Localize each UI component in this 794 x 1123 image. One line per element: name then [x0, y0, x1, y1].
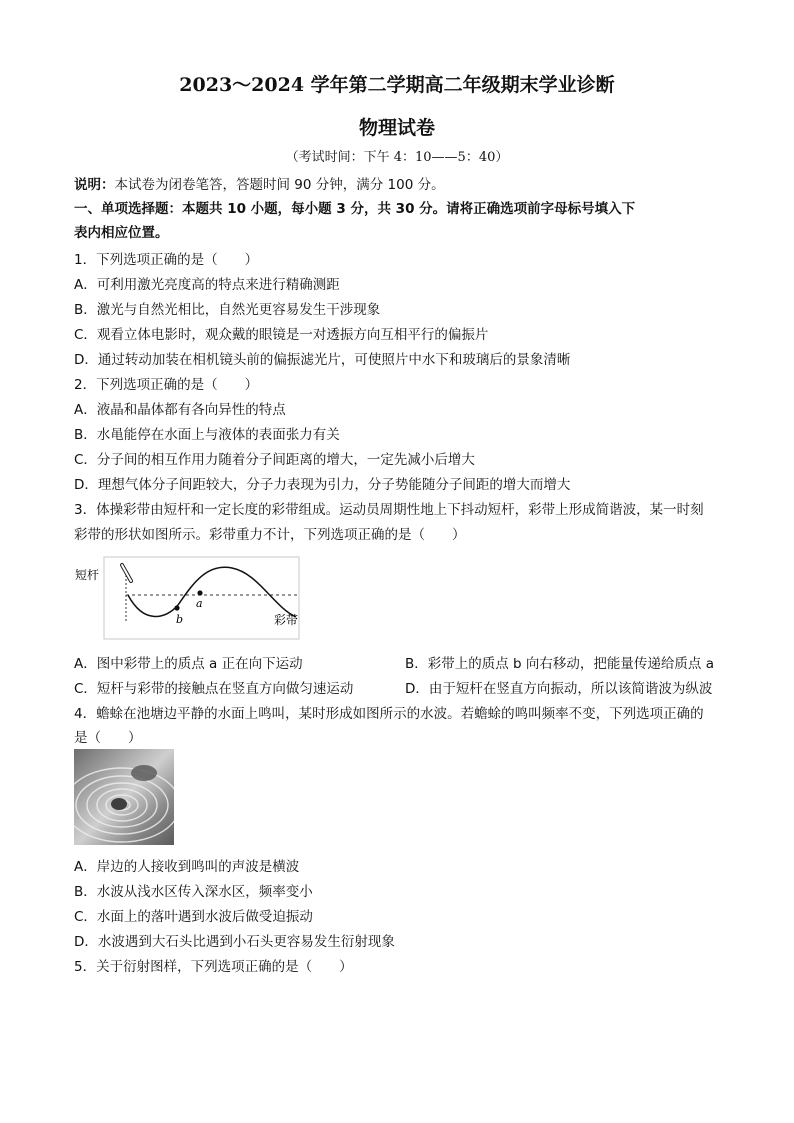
- particle-a: [197, 590, 202, 595]
- exam-time: （考试时间：下午 4：10——5：40）: [285, 150, 509, 165]
- q1-option-a: A．可利用激光亮度高的特点来进行精确测距: [74, 277, 340, 293]
- section1-heading-cont: 表内相应位置。: [74, 225, 169, 241]
- q2-option-c: C．分子间的相互作用力随着分子间距离的增大，一定先减小后增大: [74, 452, 475, 468]
- subject-title: 物理试卷: [358, 117, 435, 139]
- ribbon-wave-figure: [74, 555, 304, 641]
- q3-option-b: B．彩带上的质点 b 向右移动，把能量传递给质点 a: [405, 656, 714, 672]
- q1-option-d: D．通过转动加装在相机镜头前的偏振滤光片，可使照片中水下和玻璃后的景象清晰: [74, 352, 571, 368]
- ripple-rings: [74, 749, 174, 845]
- label-ribbon: 彩带: [274, 613, 299, 627]
- q4-stem-cont: 是（ ）: [74, 730, 142, 746]
- label-a: a: [196, 597, 203, 610]
- q3-option-d: D．由于短杆在竖直方向振动，所以该简谐波为纵波: [405, 681, 713, 697]
- section1-heading: 一、单项选择题：本题共 10 小题，每小题 3 分，共 30 分。请将正确选项前字母标号填入下: [74, 201, 636, 217]
- q4-option-a: A．岸边的人接收到鸣叫的声波是横波: [74, 859, 300, 875]
- label-b: b: [176, 613, 184, 626]
- q2-option-a: A．液晶和晶体都有各向异性的特点: [74, 402, 286, 418]
- q3-option-c: C．短杆与彩带的接触点在竖直方向做匀速运动: [74, 681, 354, 697]
- q3-stem: 3．体操彩带由短杆和一定长度的彩带组成。运动员周期性地上下抖动短杆，彩带上形成简谐波，某一时刻: [74, 502, 704, 518]
- ribbon-wave: [128, 567, 296, 617]
- q1-option-c: C．观看立体电影时，观众戴的眼镜是一对透振方向互相平行的偏振片: [74, 327, 489, 343]
- q3-stem-cont: 彩带的形状如图所示。彩带重力不计，下列选项正确的是（ ）: [74, 527, 466, 543]
- notes-label: 说明：: [74, 177, 115, 193]
- q3-option-a: A．图中彩带上的质点 a 正在向下运动: [74, 656, 303, 672]
- q4-stem: 4．蟾蜍在池塘边平静的水面上鸣叫，某时形成如图所示的水波。若蟾蜍的鸣叫频率不变，下列选项正确的: [74, 706, 704, 722]
- particle-b: [174, 605, 179, 610]
- notes-line: [74, 173, 445, 193]
- exam-title: 2023～2024 学年第二学期高二年级期末学业诊断: [179, 74, 615, 96]
- q4-option-b: B．水波从浅水区传入深水区，频率变小: [74, 884, 313, 900]
- q1-option-b: B．激光与自然光相比，自然光更容易发生干涉现象: [74, 302, 381, 318]
- water-ripple-photo: [74, 749, 174, 845]
- label-rod: 短杆: [75, 568, 100, 582]
- q4-option-c: C．水面上的落叶遇到水波后做受迫振动: [74, 909, 313, 925]
- q4-option-d: D．水波遇到大石头比遇到小石头更容易发生衍射现象: [74, 934, 395, 950]
- short-rod-inner: [122, 565, 131, 581]
- q1-stem: 1．下列选项正确的是（ ）: [74, 252, 259, 268]
- q2-option-b: B．水黾能停在水面上与液体的表面张力有关: [74, 427, 340, 443]
- q2-option-d: D．理想气体分子间距较大，分子力表现为引力，分子势能随分子间距的增大而增大: [74, 477, 571, 493]
- q2-stem: 2．下列选项正确的是（ ）: [74, 377, 259, 393]
- notes-text: 本试卷为闭卷笔答，答题时间 90 分钟，满分 100 分。: [114, 177, 445, 193]
- q5-stem: 5．关于衍射图样，下列选项正确的是（ ）: [74, 959, 353, 975]
